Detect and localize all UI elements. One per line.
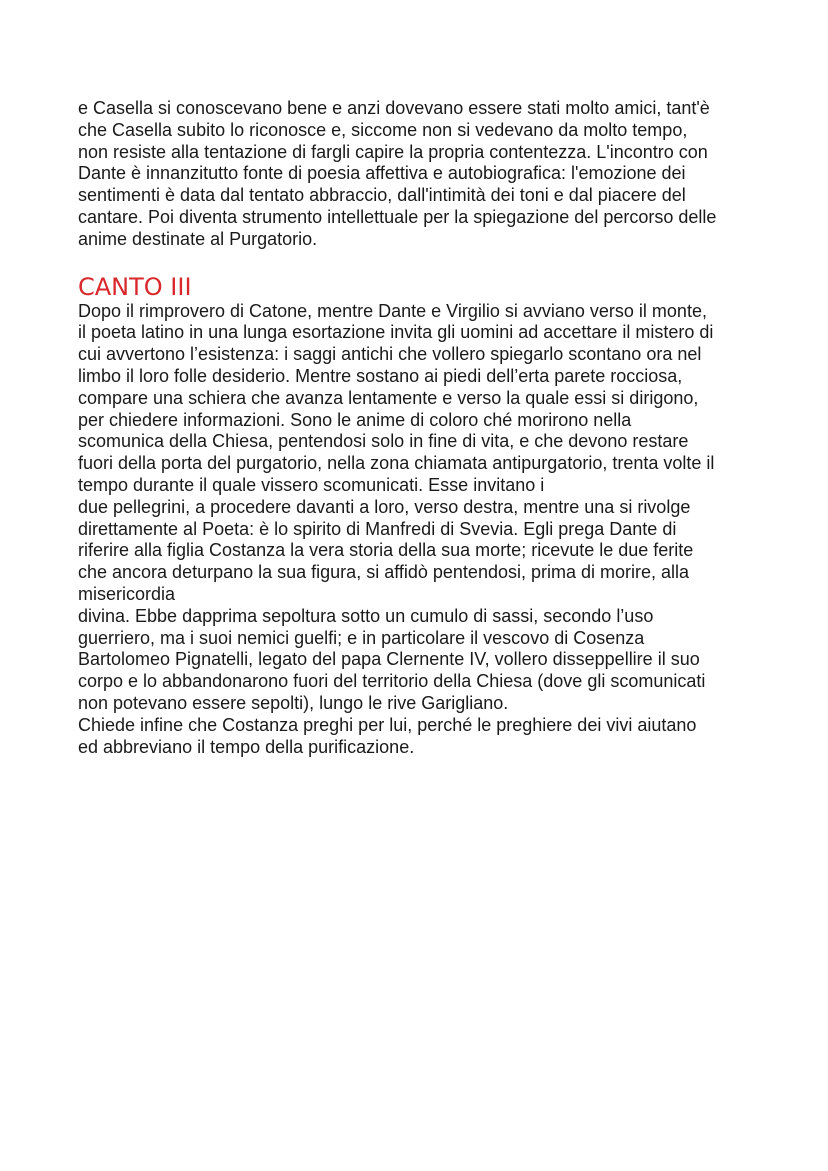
text-line: non resiste alla tentazione di fargli capire la propria contentezza. L'incontro con: [78, 141, 708, 162]
text-line: corpo e lo abbandonarono fuori del territorio della Chiesa (dove gli scomunicati: [78, 671, 706, 692]
text-line: direttamente al Poeta: è lo spirito di Manfredi di Svevia. Egli prega Dante di: [78, 518, 677, 539]
text-line: Bartolomeo Pignatelli, legato del papa Clernente IV, vollero disseppellire il suo: [78, 649, 700, 670]
text-line: il poeta latino in una lunga esortazione invita gli uomini ad accettare il mistero di: [78, 322, 714, 343]
text-line: e Casella si conoscevano bene e anzi dovevano essere stati molto amici, tant'è: [78, 98, 710, 118]
text-line: sentimenti è data dal tentato abbraccio, dall'intimità dei toni e dal piacere del: [78, 185, 686, 206]
text-line: fuori della porta del purgatorio, nella zona chiamata antipurgatorio, trenta volte il: [78, 453, 715, 474]
text-line: cui avvertono l’esistenza: i saggi antichi che vollero spiegarlo scontano ora nel: [78, 344, 702, 365]
text-line: non potevano essere sepolti), lungo le rive Garigliano.: [78, 692, 509, 713]
text-line: ed abbreviano il tempo della purificazione.: [78, 736, 415, 757]
section-heading: CANTO III: [78, 272, 192, 301]
text-line: scomunica della Chiesa, pentendosi solo in fine di vita, e che devono restare: [78, 431, 689, 452]
text-line: cantare. Poi diventa strumento intellettuale per la spiegazione del percorso delle: [78, 206, 717, 227]
text-line: limbo il loro folle desiderio. Mentre sostano ai piedi dell’erta parete rocciosa,: [78, 365, 683, 386]
text-line: anime destinate al Purgatorio.: [78, 228, 318, 249]
text-line: che Casella subito lo riconosce e, siccome non si vedevano da molto tempo,: [78, 119, 688, 140]
text-line: per chiedere informazioni. Sono le anime di coloro ché morirono nella: [78, 409, 632, 430]
text-line: divina. Ebbe dapprima sepoltura sotto un cumulo di sassi, secondo l’uso: [78, 605, 654, 626]
document-body: [78, 98, 758, 758]
text-line: compare una schiera che avanza lentamente e verso la quale essi si dirigono,: [78, 387, 699, 408]
text-line: guerriero, ma i suoi nemici guelfi; e in particolare il vescovo di Cosenza: [78, 627, 645, 648]
text-line: tempo durante il quale vissero scomunicati. Esse invitano i: [78, 474, 545, 495]
text-line: due pellegrini, a procedere davanti a loro, verso destra, mentre una si rivolge: [78, 496, 691, 517]
text-line: Dante è innanzitutto fonte di poesia affettiva e autobiografica: l'emozione dei: [78, 163, 686, 184]
text-line: che ancora deturpano la sua figura, si affidò pentendosi, prima di morire, alla: [78, 562, 690, 583]
text-line: Dopo il rimprovero di Catone, mentre Dante e Virgilio si avviano verso il monte,: [78, 300, 707, 321]
intro-paragraph: [78, 98, 758, 251]
canto-paragraph: [78, 301, 758, 759]
text-line: riferire alla figlia Costanza la vera storia della sua morte; ricevute le due ferite: [78, 540, 694, 561]
text-line: Chiede infine che Costanza preghi per lui, perché le preghiere dei vivi aiutano: [78, 714, 697, 735]
text-line: misericordia: [78, 583, 176, 604]
